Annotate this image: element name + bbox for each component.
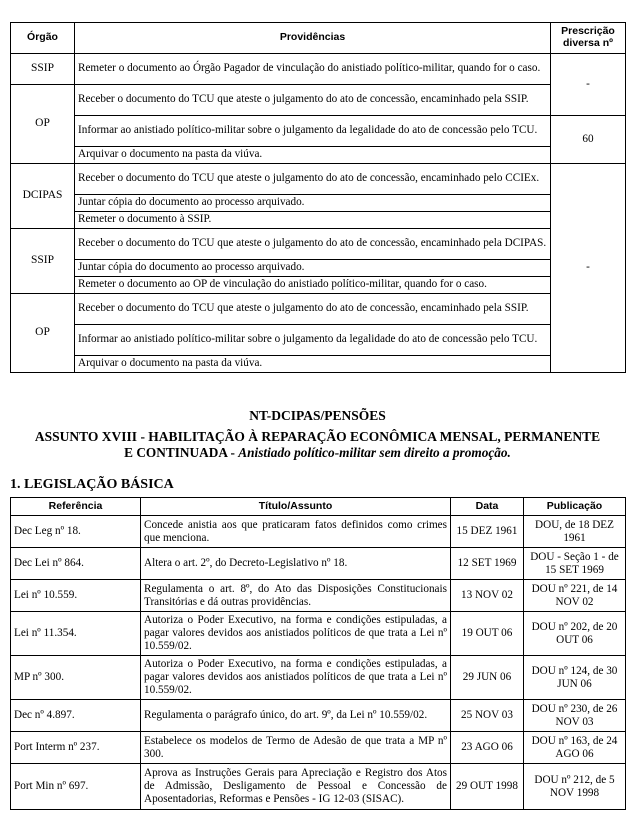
table-row (11, 229, 626, 260)
table-row (11, 294, 626, 325)
data-cell: 15 DEZ 1961 (451, 516, 524, 548)
titulo-cell: Autoriza o Poder Executivo, na forma e condições estipuladas, a pagar valores devidos aos anistiados políticos de que trata a Lei nº 10.559/02. (141, 656, 451, 700)
publicacao-cell: DOU nº 124, de 30 JUN 06 (524, 656, 626, 700)
titulo-cell: Autoriza o Poder Executivo, na forma e condições estipuladas, a pagar valores devidos aos anistiados políticos de que trata a Lei nº 10.559/02. (141, 612, 451, 656)
table-row (11, 656, 626, 700)
data-cell: 12 SET 1969 (451, 548, 524, 580)
table-row (11, 116, 626, 147)
table-row (11, 164, 626, 195)
table-row (11, 147, 626, 164)
providencia-cell: Arquivar o documento na pasta da viúva. (75, 356, 551, 373)
orgao-cell: DCIPAS (11, 164, 75, 229)
document-code-heading: NT-DCIPAS/PENSÕES (249, 408, 386, 423)
data-cell: 29 OUT 1998 (451, 764, 524, 810)
table-header-row (11, 23, 626, 54)
header-publicacao: Publicação (524, 498, 626, 516)
publicacao-cell: DOU nº 163, de 24 AGO 06 (524, 732, 626, 764)
table-header-row (11, 498, 626, 516)
providencia-cell: Remeter o documento ao Órgão Pagador de vinculação do anistiado político-militar, quando for o caso. (75, 54, 551, 85)
referencia-cell: Dec Lei nº 864. (11, 548, 141, 580)
publicacao-cell: DOU nº 230, de 26 NOV 03 (524, 700, 626, 732)
orgao-cell: SSIP (11, 54, 75, 85)
prescricao-cell: - (551, 164, 626, 373)
publicacao-cell: DOU, de 18 DEZ 1961 (524, 516, 626, 548)
subject-heading-line2 (0, 445, 635, 461)
providencia-cell: Receber o documento do TCU que ateste o julgamento do ato de concessão, encaminhado pela SSIP. (75, 85, 551, 116)
table-row (11, 700, 626, 732)
table-row (11, 325, 626, 356)
referencia-cell: Lei nº 11.354. (11, 612, 141, 656)
providencia-cell: Receber o documento do TCU que ateste o julgamento do ato de concessão, encaminhado pela SSIP. (75, 294, 551, 325)
titulo-cell: Altera o art. 2º, do Decreto-Legislativo nº 18. (141, 548, 451, 580)
table-row (11, 212, 626, 229)
data-cell: 13 NOV 02 (451, 580, 524, 612)
subject-heading-italic: Anistiado político-militar sem direito a promoção. (238, 445, 511, 460)
publicacao-cell: DOU nº 202, de 20 OUT 06 (524, 612, 626, 656)
table-row (11, 612, 626, 656)
publicacao-cell: DOU nº 212, de 5 NOV 1998 (524, 764, 626, 810)
referencia-cell: Lei nº 10.559. (11, 580, 141, 612)
providencia-cell: Informar ao anistiado político-militar sobre o julgamento da legalidade do ato de concessão pelo TCU. (75, 116, 551, 147)
providencia-cell: Receber o documento do TCU que ateste o julgamento do ato de concessão, encaminhado pela DCIPAS. (75, 229, 551, 260)
data-cell: 29 JUN 06 (451, 656, 524, 700)
table-row (11, 195, 626, 212)
prescricao-cell: 60 (551, 116, 626, 164)
data-cell: 19 OUT 06 (451, 612, 524, 656)
referencia-cell: Dec Leg nº 18. (11, 516, 141, 548)
providencia-cell: Remeter o documento à SSIP. (75, 212, 551, 229)
table-row (11, 54, 626, 85)
orgao-cell: OP (11, 294, 75, 373)
referencia-cell: Port Interm nº 237. (11, 732, 141, 764)
data-cell: 23 AGO 06 (451, 732, 524, 764)
referencia-cell: Port Min nº 697. (11, 764, 141, 810)
header-orgao: Órgão (11, 23, 75, 54)
table-row (11, 548, 626, 580)
titulo-cell: Regulamenta o art. 8º, do Ato das Disposições Constitucionais Transitórias e dá outras providências. (141, 580, 451, 612)
prescricao-cell: - (551, 54, 626, 116)
referencia-cell: MP nº 300. (11, 656, 141, 700)
providencias-table (10, 22, 626, 373)
header-titulo: Título/Assunto (141, 498, 451, 516)
providencia-cell: Juntar cópia do documento ao processo arquivado. (75, 195, 551, 212)
titulo-cell: Estabelece os modelos de Termo de Adesão de que trata a MP nº 300. (141, 732, 451, 764)
table-row (11, 764, 626, 810)
orgao-cell: OP (11, 85, 75, 164)
orgao-cell: SSIP (11, 229, 75, 294)
subject-heading-line1: ASSUNTO XVIII - HABILITAÇÃO À REPARAÇÃO ECONÔMICA MENSAL, PERMANENTE (34, 429, 601, 444)
subject-heading-bold: E CONTINUADA (124, 445, 228, 460)
providencia-cell: Arquivar o documento na pasta da viúva. (75, 147, 551, 164)
data-cell: 25 NOV 03 (451, 700, 524, 732)
header-referencia: Referência (11, 498, 141, 516)
providencia-cell: Juntar cópia do documento ao processo arquivado. (75, 260, 551, 277)
table-row (11, 260, 626, 277)
header-providencias: Providências (75, 23, 551, 54)
header-data: Data (451, 498, 524, 516)
providencia-cell: Remeter o documento ao OP de vinculação do anistiado político-militar, quando for o caso. (75, 277, 551, 294)
table-row (11, 85, 626, 116)
table-row (11, 356, 626, 373)
header-prescricao: Prescrição diversa nº (551, 23, 626, 54)
table-row (11, 580, 626, 612)
referencia-cell: Dec nº 4.897. (11, 700, 141, 732)
table-row (11, 277, 626, 294)
subject-heading-separator: - (227, 445, 239, 460)
titulo-cell: Aprova as Instruções Gerais para Apreciação e Registro dos Atos de Admissão, Desligamento de Pessoal e Concessão de Aposentadorias, Reformas e Pensões - IG 12-03 (SISAC). (141, 764, 451, 810)
providencia-cell: Receber o documento do TCU que ateste o julgamento do ato de concessão, encaminhado pelo CCIEx. (75, 164, 551, 195)
publicacao-cell: DOU nº 221, de 14 NOV 02 (524, 580, 626, 612)
titulo-cell: Concede anistia aos que praticaram fatos definidos como crimes que menciona. (141, 516, 451, 548)
publicacao-cell: DOU - Seção 1 - de 15 SET 1969 (524, 548, 626, 580)
table-row (11, 732, 626, 764)
titulo-cell: Regulamenta o parágrafo único, do art. 9º, da Lei nº 10.559/02. (141, 700, 451, 732)
legislacao-table (10, 497, 626, 810)
section-title: 1. LEGISLAÇÃO BÁSICA (10, 477, 174, 492)
table-row (11, 516, 626, 548)
providencia-cell: Informar ao anistiado político-militar sobre o julgamento da legalidade do ato de concessão pelo TCU. (75, 325, 551, 356)
